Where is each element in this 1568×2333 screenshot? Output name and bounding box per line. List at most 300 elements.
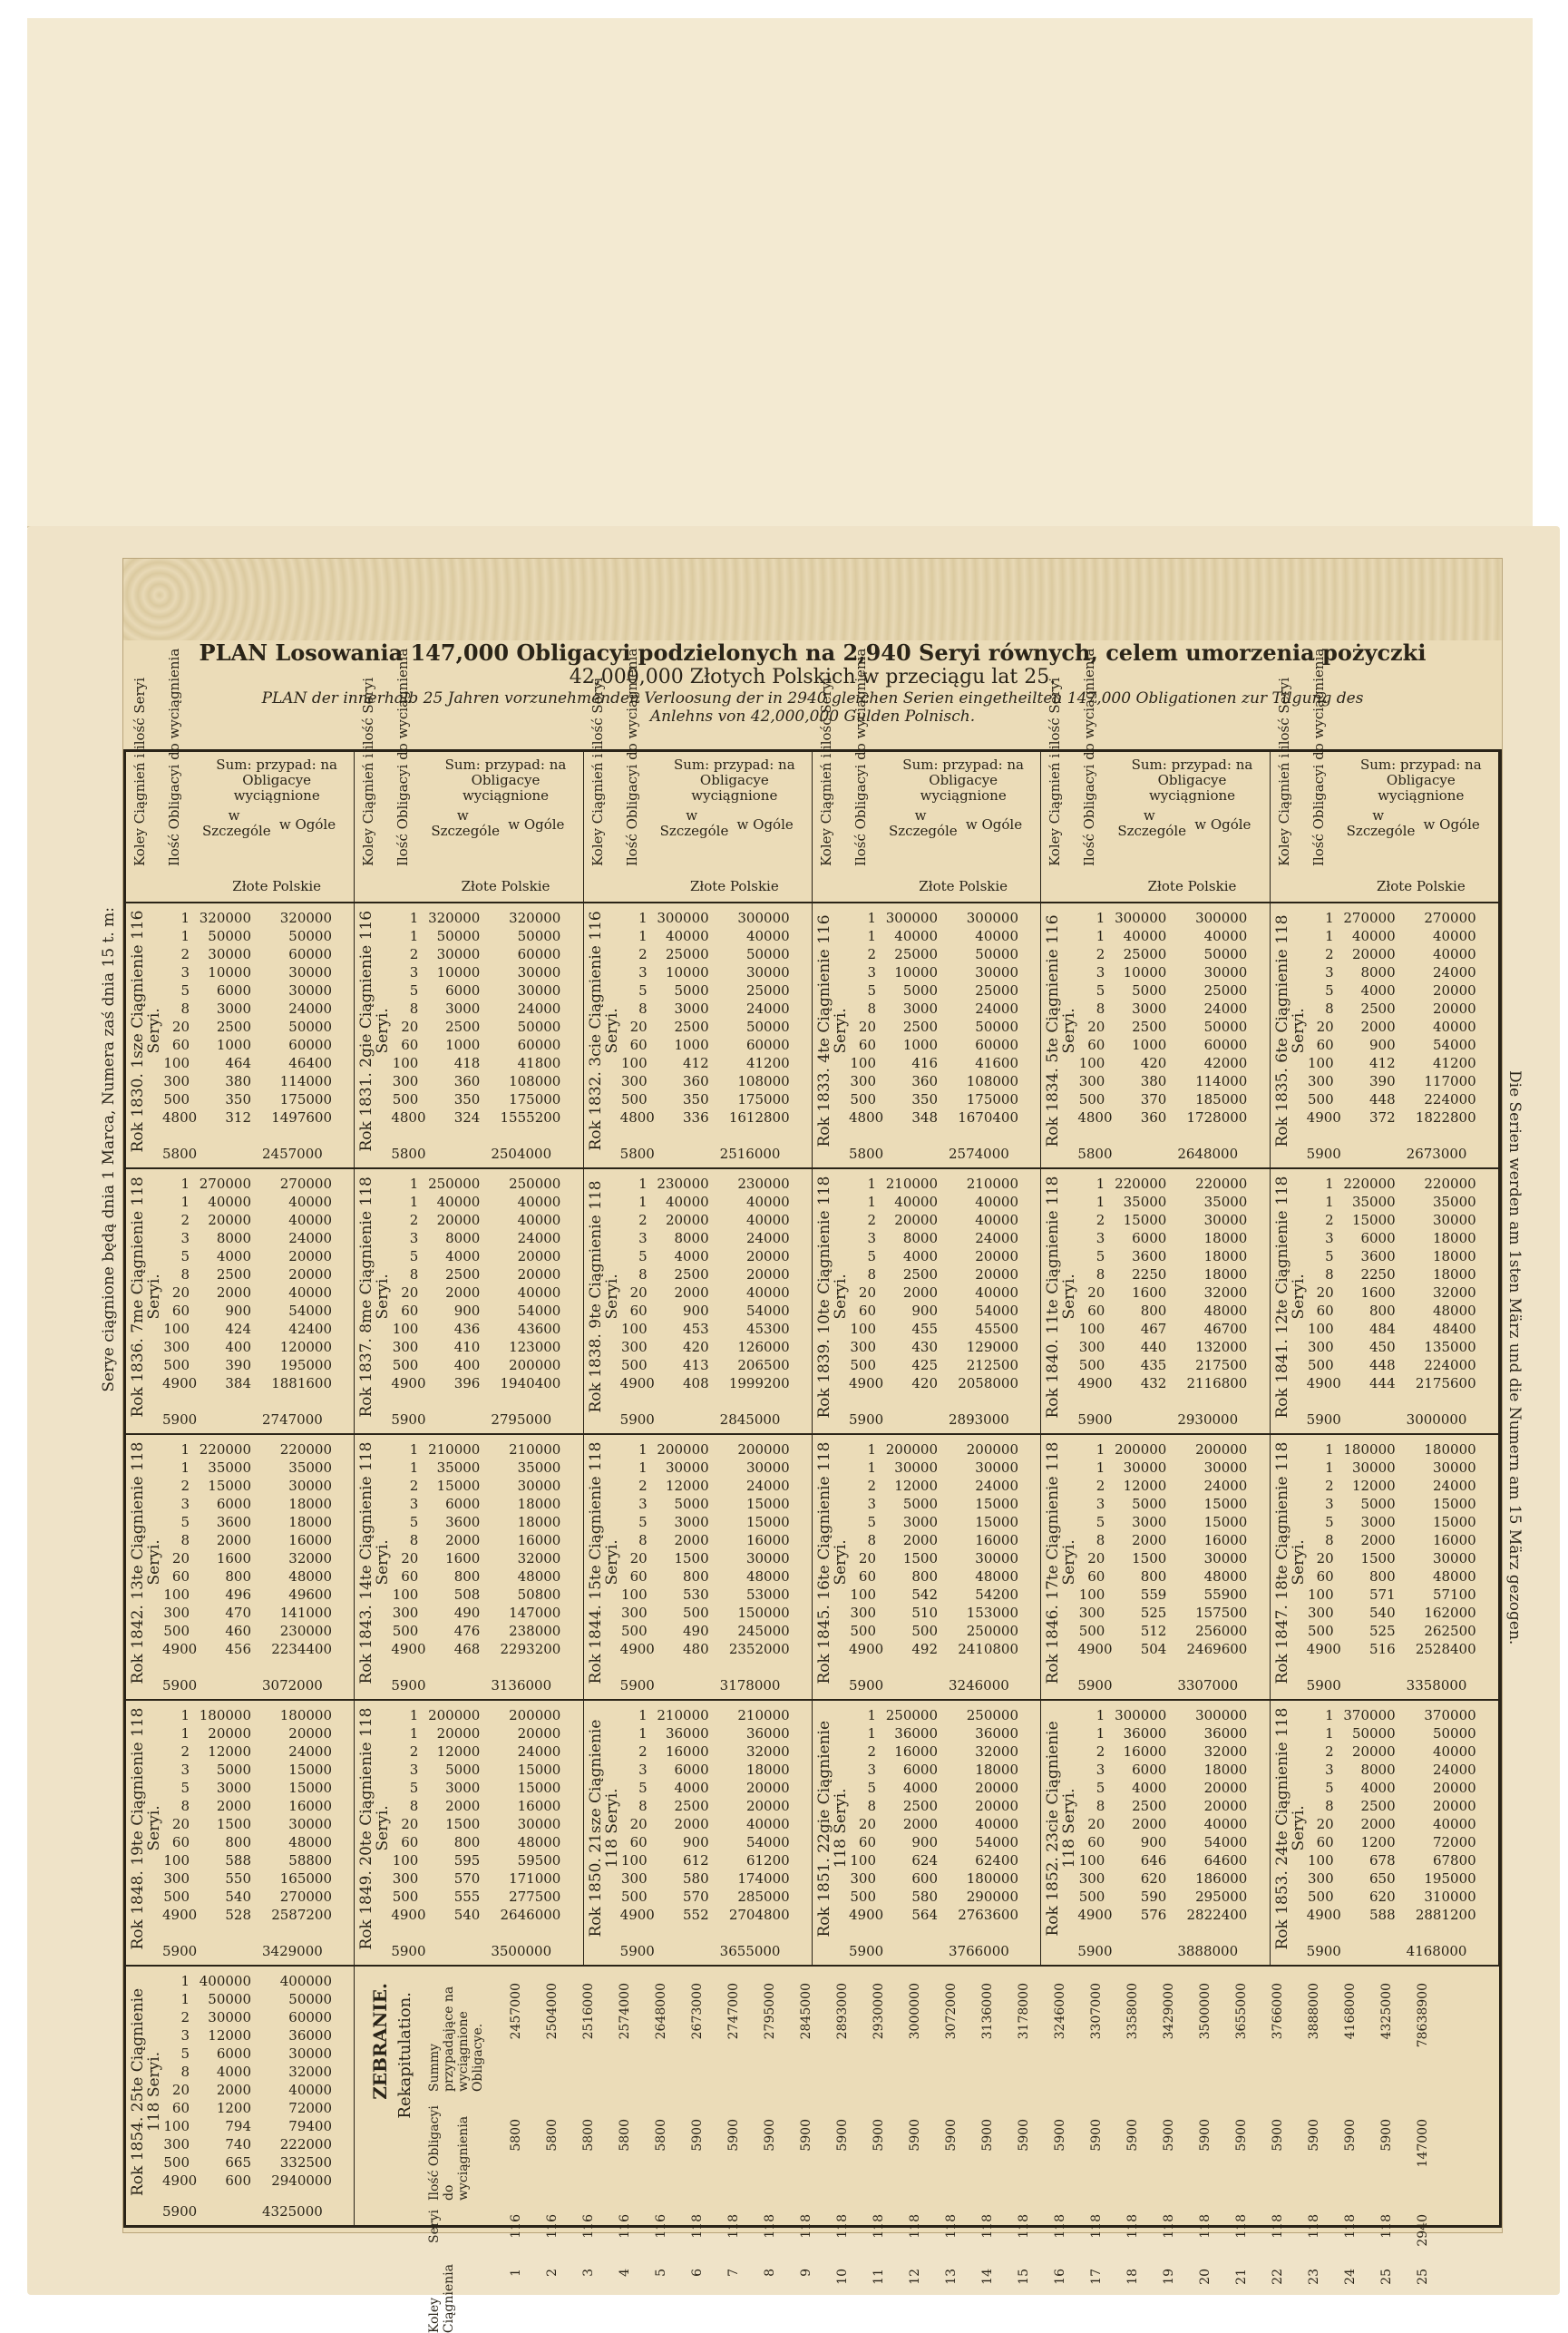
total-prize-cell: 40000: [745, 1194, 790, 1210]
count-cell: 4900: [619, 1375, 655, 1391]
unit-prize-cell: 15000: [208, 1478, 251, 1494]
unit-prize-cell: 250000: [885, 1707, 938, 1723]
total-prize-cell: 48000: [975, 1568, 1018, 1585]
count-cell: 1: [1096, 1707, 1105, 1723]
total-prize-cell: 20000: [288, 1725, 332, 1742]
count-cell: 3: [1325, 1762, 1334, 1778]
total-prize-cell: 50000: [1203, 1019, 1248, 1035]
total-prize-cell: 206500: [737, 1357, 790, 1373]
count-cell: 4800: [849, 1109, 884, 1126]
total-prize-cell: 30000: [517, 964, 561, 981]
unit-prize-cell: 424: [225, 1321, 251, 1337]
count-cell: 3: [409, 1762, 419, 1778]
unit-prize-cell: 36000: [665, 1725, 709, 1742]
total-prize-cell: 32000: [517, 1550, 561, 1567]
unit-prize-cell: 2000: [445, 1798, 481, 1814]
count-cell: 20: [1087, 1550, 1105, 1567]
recap-kolej: 15: [1017, 2269, 1032, 2285]
count-cell: 1: [867, 1176, 876, 1192]
recap-serie: 118: [1234, 2214, 1250, 2239]
total-prize-cell: 40000: [517, 1284, 561, 1301]
unit-prize-cell: 4000: [902, 1780, 938, 1796]
count-cell: 60: [858, 1303, 876, 1319]
unit-prize-cell: 425: [911, 1357, 938, 1373]
unit-prize-cell: 312: [225, 1109, 251, 1126]
total-prize-cell: 50000: [1432, 1725, 1476, 1742]
total-prize-cell: 32000: [1203, 1284, 1248, 1301]
count-cell: 2: [1096, 946, 1105, 962]
unit-prize-cell: 360: [683, 1073, 709, 1089]
total-count: 5900: [619, 1411, 655, 1428]
unit-prize-cell: 5000: [1360, 1496, 1396, 1512]
unit-prize-cell: 210000: [657, 1707, 709, 1723]
count-cell: 3: [1096, 1762, 1105, 1778]
count-cell: 5: [180, 1514, 190, 1530]
count-cell: 2: [1096, 1743, 1105, 1760]
total-prize-cell: 30000: [288, 982, 332, 999]
unit-prize-cell: 12000: [1351, 1478, 1396, 1494]
unit-prize-column: [653, 1440, 709, 1658]
count-cell: 60: [1087, 1303, 1105, 1319]
total-prize-cell: 210000: [737, 1707, 790, 1723]
unit-prize-cell: 555: [453, 1889, 481, 1905]
recap-kolej: 23: [1307, 2269, 1322, 2285]
draw-block: [1271, 902, 1499, 1167]
total-prize-cell: 24000: [1432, 1478, 1476, 1494]
header-unit: Złote Polskie: [689, 878, 779, 894]
side-note-polish: Serye ciągnione będą dnia 1 Marca, Numera zaś dnia 15 t. m:: [100, 907, 118, 1392]
total-prize-cell: 2822400: [1186, 1907, 1248, 1923]
recap-serie: 118: [980, 2214, 996, 2239]
header-sum: Sum: przypad: na Obligacye wyciągnione: [1131, 757, 1253, 804]
total-prize-cell: 270000: [279, 1176, 332, 1192]
unit-prize-cell: 360: [911, 1073, 938, 1089]
count-cell: 20: [171, 1019, 190, 1035]
total-prize-cell: 180000: [279, 1707, 332, 1723]
unit-prize-cell: 1600: [216, 1550, 251, 1567]
unit-prize-cell: 2500: [902, 1266, 938, 1283]
total-prize-cell: 40000: [745, 1284, 790, 1301]
count-cell: 500: [1078, 1091, 1105, 1108]
count-cell: 300: [163, 2136, 190, 2152]
total-count: 5900: [849, 1411, 884, 1428]
unit-prize-cell: 1500: [445, 1816, 481, 1832]
unit-prize-column: [881, 1440, 938, 1658]
recap-sum: 3429000: [1162, 1983, 1177, 2040]
count-cell: 100: [621, 1321, 648, 1337]
count-cell: 20: [1316, 1019, 1334, 1035]
unit-prize-cell: 2500: [216, 1019, 251, 1035]
total-count: 5900: [162, 1943, 198, 1959]
recap-kolej: 12: [908, 2269, 923, 2285]
unit-prize-cell: 5000: [902, 1496, 938, 1512]
unit-prize-cell: 570: [453, 1870, 481, 1887]
recap-kolej: 11: [872, 2269, 887, 2285]
total-prize-cell: 320000: [279, 910, 332, 926]
total-prize-cell: 36000: [745, 1725, 790, 1742]
unit-prize-cell: 2000: [674, 1532, 709, 1548]
total-prize-cell: 53000: [745, 1586, 790, 1603]
total-prize-cell: 40000: [517, 1194, 561, 1210]
unit-prize-cell: 510: [911, 1605, 938, 1621]
count-cell: 500: [850, 1623, 876, 1639]
count-cell: 2: [409, 1478, 419, 1494]
count-cell: 5: [409, 982, 419, 999]
recap-block: [355, 1965, 1499, 2333]
count-cell: 4900: [1306, 1375, 1341, 1391]
count-cell: 8: [867, 1798, 876, 1814]
count-cell: 300: [621, 1605, 648, 1621]
count-cell: 20: [1316, 1816, 1334, 1832]
draw-label: Rok 1830. 1sze Ciągnienie 116 Seryi.: [129, 910, 163, 1153]
count-cell: 60: [629, 1303, 648, 1319]
count-cell: 5: [638, 1780, 648, 1796]
count-cell: 8: [1096, 1266, 1105, 1283]
total-prize-cell: 195000: [279, 1357, 332, 1373]
unit-prize-cell: 12000: [1123, 1478, 1167, 1494]
unit-prize-cell: 320000: [428, 910, 481, 926]
total-sum: 3358000: [1406, 1677, 1467, 1694]
recap-kolej: 20: [1198, 2269, 1213, 2285]
unit-prize-cell: 1500: [1360, 1550, 1396, 1567]
unit-prize-cell: 6000: [902, 1762, 938, 1778]
unit-prize-cell: 624: [911, 1852, 938, 1869]
unit-prize-cell: 490: [683, 1623, 709, 1639]
total-prize-cell: 300000: [1195, 910, 1248, 926]
unit-prize-cell: 6000: [216, 982, 251, 999]
count-cell: 2: [180, 1212, 190, 1228]
total-prize-cell: 24000: [1203, 1001, 1248, 1017]
total-sum: 4168000: [1406, 1943, 1467, 1959]
unit-prize-cell: 2000: [902, 1532, 938, 1548]
unit-prize-cell: 2500: [902, 1798, 938, 1814]
count-cell: 2: [867, 946, 876, 962]
total-prize-cell: 46400: [288, 1055, 332, 1071]
unit-prize-cell: 10000: [208, 964, 251, 981]
total-prize-cell: 238000: [509, 1623, 561, 1639]
total-sum: 3000000: [1406, 1411, 1467, 1428]
total-prize-cell: 24000: [1432, 1762, 1476, 1778]
total-prize-cell: 54000: [517, 1303, 561, 1319]
header-kolej: Koley Ciągnień i ilość Seryi: [589, 678, 606, 866]
total-prize-cell: 2646000: [500, 1907, 561, 1923]
total-prize-cell: 30000: [745, 1550, 790, 1567]
total-prize-cell: 48000: [1203, 1568, 1248, 1585]
unit-prize-cell: 470: [225, 1605, 251, 1621]
total-prize-cell: 40000: [975, 928, 1018, 944]
total-count: 5900: [162, 2203, 198, 2220]
total-prize-cell: 50000: [745, 946, 790, 962]
count-cell: 3: [638, 1230, 648, 1246]
count-cell: 500: [163, 1623, 190, 1639]
total-prize-cell: 108000: [509, 1073, 561, 1089]
draw-label: Rok 1832. 3cie Ciągnienie 116 Seryi.: [586, 911, 621, 1151]
unit-prize-cell: 508: [453, 1586, 481, 1603]
draw-row: [126, 1433, 1499, 1701]
count-cell: 60: [171, 1303, 190, 1319]
count-cell: 1: [867, 1194, 876, 1210]
count-cell: 2: [638, 946, 648, 962]
unit-prize-cell: 559: [1140, 1586, 1167, 1603]
total-prize-cell: 2234400: [271, 1641, 332, 1657]
count-column: [162, 909, 198, 1127]
count-cell: 4900: [849, 1907, 884, 1923]
unit-prize-cell: 50000: [436, 928, 481, 944]
count-cell: 100: [1078, 1852, 1105, 1869]
count-cell: 3: [638, 1496, 648, 1512]
count-cell: 100: [621, 1586, 648, 1603]
total-prize-cell: 15000: [1203, 1514, 1248, 1530]
total-prize-cell: 32000: [1432, 1284, 1476, 1301]
recap-oblig: 5800: [545, 2119, 560, 2152]
draw-label: Rok 1850. 21sze Ciągnienie 118 Seryi.: [586, 1719, 621, 1938]
total-prize-cell: 24000: [745, 1478, 790, 1494]
count-cell: 60: [858, 1834, 876, 1850]
total-count: 5800: [849, 1146, 884, 1162]
count-cell: 4900: [1306, 1641, 1341, 1657]
total-prize-cell: 61200: [745, 1852, 790, 1869]
total-prize-cell: 32000: [288, 2064, 332, 2080]
unit-prize-cell: 15000: [436, 1478, 481, 1494]
unit-prize-cell: 900: [911, 1303, 938, 1319]
total-prize-cell: 60000: [517, 1037, 561, 1053]
total-prize-cell: 20000: [517, 1248, 561, 1264]
guilloche-band: [123, 559, 1502, 640]
unit-prize-cell: 435: [1140, 1357, 1167, 1373]
count-cell: 2: [180, 2009, 190, 2026]
count-cell: 20: [171, 2082, 190, 2098]
count-cell: 300: [850, 1339, 876, 1355]
count-cell: 4900: [162, 2172, 198, 2189]
count-cell: 2: [867, 1743, 876, 1760]
count-cell: 300: [392, 1073, 419, 1089]
draw-label: Rok 1843. 14te Ciągnienie 118 Seryi.: [357, 1441, 393, 1684]
unit-prize-cell: 1000: [216, 1037, 251, 1053]
unit-prize-cell: 4000: [1360, 1780, 1396, 1796]
count-cell: 5: [180, 2045, 190, 2062]
count-cell: 1: [180, 1707, 190, 1723]
count-cell: 5: [409, 1248, 419, 1264]
unit-prize-cell: 900: [1140, 1834, 1167, 1850]
total-prize-cell: 290000: [966, 1889, 1018, 1905]
unit-prize-cell: 740: [225, 2136, 251, 2152]
count-cell: 1: [638, 928, 648, 944]
unit-prize-cell: 800: [225, 1568, 251, 1585]
total-prize-cell: 24000: [517, 1743, 561, 1760]
header-w-ogole: w Ogóle: [508, 816, 565, 833]
recap-kolej: 10: [835, 2269, 851, 2285]
recap-sum: 2930000: [872, 1983, 887, 2040]
unit-prize-cell: 10000: [436, 964, 481, 981]
total-prize-column: [258, 1706, 332, 1924]
total-prize-cell: 220000: [1424, 1176, 1476, 1192]
count-cell: 3: [1096, 1496, 1105, 1512]
count-cell: 100: [163, 1055, 190, 1071]
count-cell: 100: [163, 1321, 190, 1337]
count-cell: 300: [621, 1073, 648, 1089]
unit-prize-cell: 2500: [1360, 1001, 1396, 1017]
count-cell: 100: [163, 1852, 190, 1869]
unit-prize-cell: 2000: [445, 1284, 481, 1301]
total-prize-cell: 30000: [1203, 1459, 1248, 1476]
unit-prize-cell: 2000: [216, 1532, 251, 1548]
count-cell: 3: [1325, 1496, 1334, 1512]
unit-prize-cell: 2500: [902, 1019, 938, 1035]
total-prize-cell: 2587200: [271, 1907, 332, 1923]
count-cell: 1: [867, 910, 876, 926]
count-column: [619, 1440, 655, 1658]
total-prize-cell: 48000: [1432, 1303, 1476, 1319]
count-cell: 5: [1325, 1248, 1334, 1264]
count-cell: 60: [1316, 1568, 1334, 1585]
count-cell: 5: [1325, 1780, 1334, 1796]
header-kolej: Koley Ciągnień i ilość Seryi: [1047, 678, 1064, 866]
count-cell: 20: [1316, 1284, 1334, 1301]
unit-prize-cell: 35000: [436, 1459, 481, 1476]
count-cell: 5: [1096, 1248, 1105, 1264]
unit-prize-cell: 1500: [216, 1816, 251, 1832]
count-cell: 100: [1308, 1852, 1334, 1869]
unit-prize-cell: 20000: [208, 1212, 251, 1228]
draw-block: [355, 1167, 583, 1433]
unit-prize-cell: 800: [1369, 1303, 1396, 1319]
unit-prize-cell: 36000: [894, 1725, 938, 1742]
total-count: 5900: [1306, 1677, 1341, 1694]
count-cell: 500: [392, 1623, 419, 1639]
draw-block: [584, 1699, 813, 1965]
count-cell: 300: [163, 1870, 190, 1887]
unit-prize-cell: 490: [453, 1605, 481, 1621]
unit-prize-cell: 30000: [1123, 1459, 1167, 1476]
unit-prize-cell: 350: [225, 1091, 251, 1108]
total-prize-cell: 30000: [1432, 1550, 1476, 1567]
total-prize-cell: 35000: [1203, 1194, 1248, 1210]
count-cell: 60: [401, 1037, 419, 1053]
unit-prize-cell: 453: [683, 1321, 709, 1337]
unit-prize-cell: 448: [1369, 1357, 1396, 1373]
draw-block: [1041, 902, 1270, 1167]
draw-label: Rok 1844. 15te Ciągnienie 118 Seryi.: [586, 1441, 621, 1684]
recap-serie: 118: [1162, 2214, 1177, 2239]
unit-prize-cell: 5000: [902, 982, 938, 999]
count-cell: 1: [1325, 1707, 1334, 1723]
total-prize-cell: 18000: [1203, 1248, 1248, 1264]
unit-prize-column: [1110, 1175, 1166, 1392]
total-prize-cell: 217500: [1195, 1357, 1248, 1373]
total-sum: 2673000: [1406, 1146, 1467, 1162]
unit-prize-cell: 800: [453, 1834, 481, 1850]
unit-prize-cell: 400: [225, 1339, 251, 1355]
unit-prize-cell: 430: [911, 1339, 938, 1355]
total-prize-cell: 50000: [517, 928, 561, 944]
total-prize-cell: 48400: [1432, 1321, 1476, 1337]
unit-prize-cell: 620: [1140, 1870, 1167, 1887]
count-cell: 8: [867, 1532, 876, 1548]
draw-label: Rok 1846. 17te Ciągnienie 118 Seryi.: [1044, 1441, 1079, 1684]
recap-oblig: 5900: [799, 2119, 814, 2152]
count-cell: 5: [1325, 982, 1334, 999]
count-cell: 8: [1325, 1266, 1334, 1283]
count-column: [1077, 1175, 1113, 1392]
total-prize-cell: 54000: [745, 1303, 790, 1319]
unit-prize-cell: 900: [225, 1303, 251, 1319]
unit-prize-cell: 6000: [445, 982, 481, 999]
unit-prize-cell: 6000: [674, 1762, 709, 1778]
unit-prize-cell: 16000: [894, 1743, 938, 1760]
count-cell: 1: [1096, 1194, 1105, 1210]
recap-serie: 118: [1125, 2214, 1141, 2239]
count-cell: 1: [638, 1176, 648, 1192]
draw-block: [1271, 1699, 1499, 1965]
unit-prize-cell: 6000: [216, 2045, 251, 2062]
count-column: [1077, 1706, 1113, 1924]
count-cell: 3: [409, 1496, 419, 1512]
count-cell: 3: [1325, 964, 1334, 981]
unit-prize-cell: 15000: [1123, 1212, 1167, 1228]
unit-prize-column: [1339, 1175, 1396, 1392]
recap-kolej: 7: [726, 2269, 742, 2277]
recap-oblig: 5900: [1307, 2119, 1322, 2152]
total-prize-cell: 25000: [1203, 982, 1248, 999]
unit-prize-cell: 10000: [894, 964, 938, 981]
recap-oblig: 5900: [1198, 2119, 1213, 2152]
total-sum: 3766000: [949, 1943, 1009, 1959]
recap-kolej: 21: [1234, 2269, 1250, 2285]
total-prize-cell: 400000: [279, 1973, 332, 1989]
count-cell: 60: [401, 1303, 419, 1319]
recap-oblig: 5900: [1271, 2119, 1286, 2152]
total-prize-cell: 40000: [288, 1212, 332, 1228]
total-prize-cell: 185000: [1195, 1091, 1248, 1108]
total-prize-cell: 42400: [288, 1321, 332, 1337]
total-prize-cell: 2058000: [958, 1375, 1018, 1391]
recap-oblig: 5900: [1089, 2119, 1105, 2152]
recap-oblig: 5900: [1017, 2119, 1032, 2152]
recap-serie: 2940: [1416, 2214, 1431, 2247]
count-cell: 3: [180, 1496, 190, 1512]
count-cell: 60: [1316, 1834, 1334, 1850]
total-count: 5900: [619, 1943, 655, 1959]
draw-block: [126, 1699, 355, 1965]
count-cell: 2: [409, 1212, 419, 1228]
unit-prize-cell: 20000: [436, 1725, 481, 1742]
unit-prize-cell: 30000: [665, 1459, 709, 1476]
count-cell: 100: [1078, 1586, 1105, 1603]
total-prize-cell: 15000: [975, 1496, 1018, 1512]
unit-prize-cell: 4000: [1132, 1780, 1167, 1796]
total-prize-cell: 117000: [1424, 1073, 1476, 1089]
recap-oblig: 5800: [509, 2119, 524, 2152]
count-column: [162, 1972, 198, 2190]
count-cell: 500: [621, 1091, 648, 1108]
count-cell: 8: [180, 2064, 190, 2080]
count-cell: 4800: [1077, 1109, 1113, 1126]
total-prize-cell: 25000: [745, 982, 790, 999]
total-prize-cell: 1940400: [500, 1375, 561, 1391]
count-cell: 500: [163, 2154, 190, 2171]
recap-kolej: 3: [581, 2269, 597, 2277]
unit-prize-cell: 35000: [1351, 1194, 1396, 1210]
count-cell: 60: [1316, 1303, 1334, 1319]
recap-serie: 118: [1307, 2214, 1322, 2239]
total-count: 5900: [1077, 1677, 1113, 1694]
count-cell: 5: [409, 1514, 419, 1530]
total-prize-cell: 24000: [288, 1230, 332, 1246]
total-prize-cell: 41800: [517, 1055, 561, 1071]
total-prize-cell: 20000: [975, 1798, 1018, 1814]
count-cell: 1: [409, 1176, 419, 1192]
count-cell: 60: [171, 1568, 190, 1585]
